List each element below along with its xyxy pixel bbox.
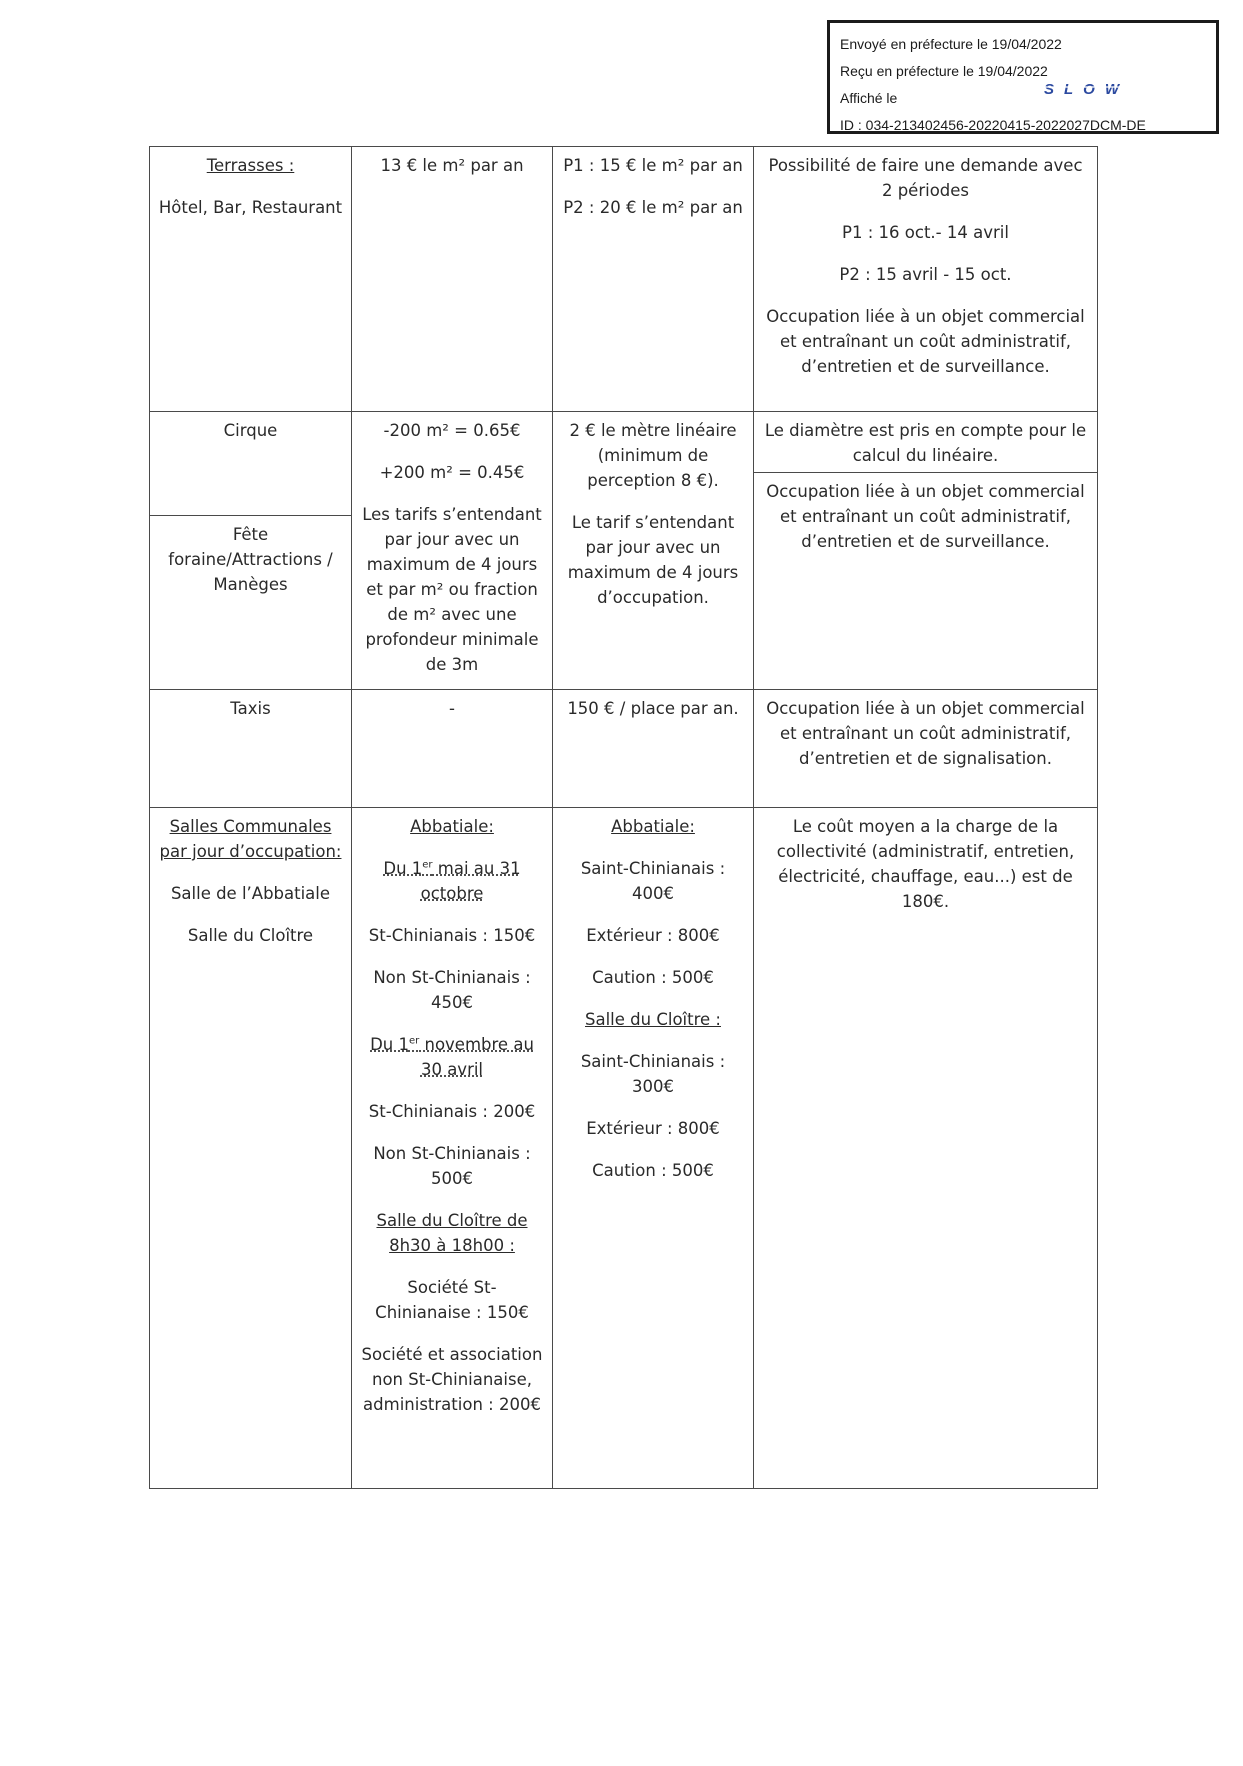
- cell-tarif-nouveau: [553, 808, 754, 1489]
- stamp-posted-line: Affiché le: [840, 90, 898, 106]
- row-cloitre: Salle du Cloître: [187, 926, 314, 945]
- tarif-small: -200 m² = 0.65€: [383, 421, 521, 440]
- obs-occupation: Occupation liée à un objet commercial et entraînant un coût administratif, d’entretien et de surveillance.: [766, 482, 1085, 551]
- obs-occupation: Occupation liée à un objet commercial et entraînant un coût administratif, d’entretien et de signalisation.: [766, 699, 1085, 768]
- tarif-societe-local: Société St-Chinianaise : 150€: [375, 1278, 529, 1322]
- cell-tarif-nouveau: [553, 147, 754, 412]
- tarif-deposit: Caution : 500€: [592, 968, 714, 987]
- table-row-salles: [150, 808, 1098, 1489]
- tarif-conditions: Le tarif s’entendant par jour avec un maximum de 4 jours d’occupation.: [567, 513, 739, 607]
- tarif-external-winter: Non St-Chinianais : 500€: [373, 1144, 531, 1188]
- tarif-local: Saint-Chinianais : 400€: [580, 859, 726, 903]
- table-row-taxis: [150, 690, 1098, 808]
- cell-tarif-ancien: [352, 808, 553, 1489]
- obs-periods: Possibilité de faire une demande avec 2 périodes: [768, 156, 1083, 200]
- prefecture-stamp: [827, 20, 1219, 134]
- cell-observations: [754, 147, 1098, 412]
- cell-label: [150, 147, 352, 412]
- cell-tarif-nouveau: [553, 690, 754, 808]
- logo-text: SLOW: [1044, 81, 1129, 97]
- tarif-external-summer: Non St-Chinianais : 450€: [373, 968, 531, 1012]
- cloitre-heading: Salle du Cloître de 8h30 à 18h00 :: [376, 1211, 528, 1255]
- row-title: Terrasses :: [206, 156, 295, 175]
- cell-tarif-nouveau: [553, 412, 754, 690]
- tarif-local-winter: St-Chinianais : 200€: [368, 1102, 536, 1121]
- row-subtitle: Hôtel, Bar, Restaurant: [158, 198, 343, 217]
- cell-tarif-ancien: [352, 412, 553, 690]
- stamp-received-line: Reçu en préfecture le 19/04/2022: [840, 63, 1048, 79]
- table-row-terrasses: [150, 147, 1098, 412]
- tarif-p1: P1 : 15 € le m² par an: [563, 156, 743, 175]
- cell-observations: [754, 690, 1098, 808]
- cell-label: [150, 808, 352, 1489]
- cell-label: [150, 690, 352, 808]
- tarif-local-summer: St-Chinianais : 150€: [368, 926, 536, 945]
- cell-observations: [754, 808, 1098, 1489]
- cell-label: [150, 412, 352, 690]
- row-abbatiale: Salle de l’Abbatiale: [170, 884, 331, 903]
- obs-diametre: Le diamètre est pris en compte pour le calcul du linéaire.: [764, 421, 1087, 465]
- obs-p2: P2 : 15 avril - 15 oct.: [839, 265, 1012, 284]
- tarif-external: Extérieur : 800€: [586, 1119, 720, 1138]
- period-summer: Du 1er mai au 31 octobre: [383, 859, 521, 903]
- obs-cout-moyen: Le coût moyen a la charge de la collectivité (administratif, entretien, électricité, chauffage, eau...) est de 180€.: [776, 817, 1075, 911]
- table-row-cirque: [150, 412, 1098, 690]
- tarif-lineaire: 2 € le mètre linéaire (minimum de perception 8 €).: [569, 421, 737, 490]
- row-divider: [150, 515, 351, 516]
- tarif-societe-external: Société et association non St-Chinianaise, administration : 200€: [361, 1345, 543, 1414]
- obs-divider: [754, 472, 1097, 473]
- tarif-external: Extérieur : 800€: [586, 926, 720, 945]
- tarif-value: 13 € le m² par an: [380, 156, 524, 175]
- row-title: Cirque: [223, 421, 278, 440]
- tarifs-table: [149, 146, 1098, 1489]
- row-title: Salles Communales par jour d’occupation:: [159, 817, 342, 861]
- tarif-value: 150 € / place par an.: [567, 699, 739, 718]
- abbatiale-heading: Abbatiale:: [410, 817, 494, 836]
- cell-tarif-ancien: [352, 690, 553, 808]
- tarif-deposit: Caution : 500€: [592, 1161, 714, 1180]
- obs-occupation: Occupation liée à un objet commercial et entraînant un coût administratif, d’entretien et de surveillance.: [766, 307, 1085, 376]
- row-subtitle: Fête foraine/Attractions / Manèges: [168, 525, 333, 594]
- tarif-local: Saint-Chinianais : 300€: [580, 1052, 726, 1096]
- slow-logo: [1042, 81, 1172, 97]
- cloitre-heading: Salle du Cloître :: [585, 1010, 721, 1029]
- row-title: Taxis: [230, 699, 271, 718]
- obs-p1: P1 : 16 oct.- 14 avril: [842, 223, 1009, 242]
- tarif-conditions: Les tarifs s’entendant par jour avec un maximum de 4 jours et par m² ou fraction de m² avec une profondeur minimale de 3m: [362, 505, 542, 674]
- cell-tarif-ancien: [352, 147, 553, 412]
- period-winter: Du 1er novembre au 30 avril: [370, 1035, 534, 1079]
- stamp-id-line: ID : 034-213402456-20220415-2022027DCM-DE: [840, 117, 1146, 133]
- cell-observations: [754, 412, 1098, 690]
- tarif-p2: P2 : 20 € le m² par an: [563, 198, 743, 217]
- abbatiale-heading: Abbatiale:: [611, 817, 695, 836]
- stamp-sent-line: Envoyé en préfecture le 19/04/2022: [840, 36, 1062, 52]
- tarif-large: +200 m² = 0.45€: [379, 463, 525, 482]
- tarif-value: -: [449, 699, 455, 718]
